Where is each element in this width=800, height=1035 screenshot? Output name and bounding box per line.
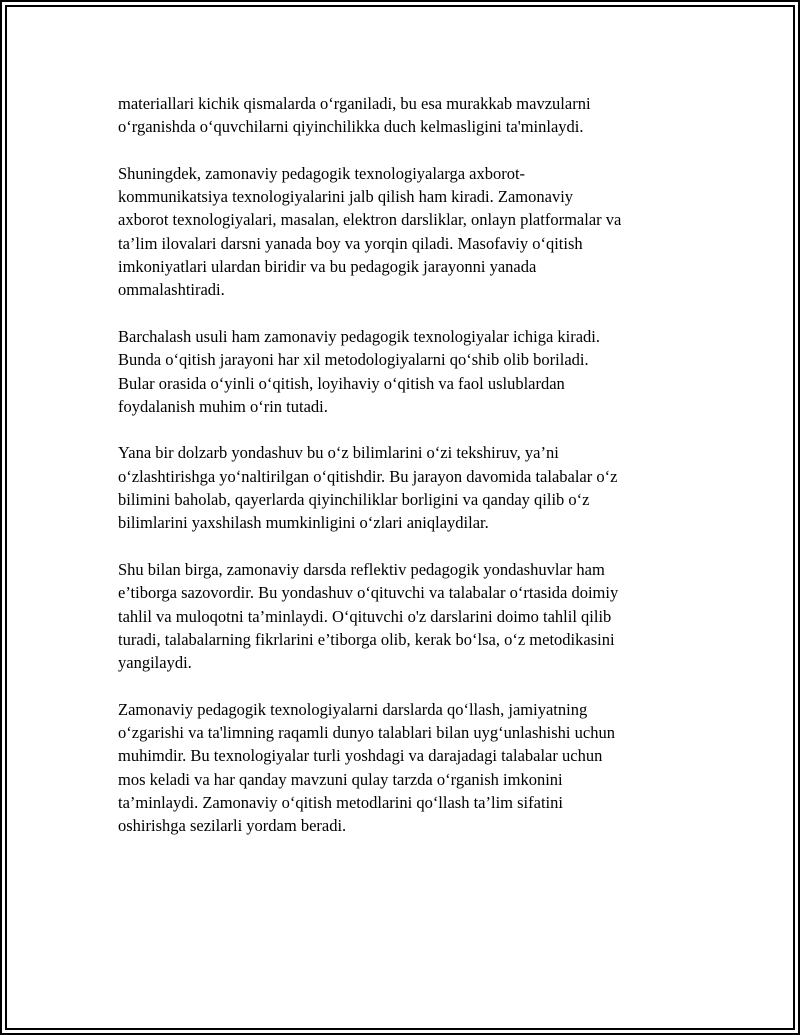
text-line: oʻrganishda oʻquvchilarni qiyinchilikka duch kelmasligini ta'minlaydi. bbox=[118, 117, 584, 137]
text-line: ta’lim ilovalari darsni yanada boy va yorqin qiladi. Masofaviy oʻqitish bbox=[118, 233, 583, 253]
text-line: Bunda oʻqitish jarayoni har xil metodologiyalarni qoʻshib olib boriladi. bbox=[118, 350, 589, 370]
text-line: bilimlarini yaxshilash mumkinligini oʻzlari aniqlaydilar. bbox=[118, 513, 489, 533]
text-line: Shuningdek, zamonaviy pedagogik texnologiyalarga axborot- bbox=[118, 163, 526, 183]
text-line: mos keladi va har qanday mavzuni qulay tarzda oʻrganish imkonini bbox=[118, 769, 563, 789]
text-line: Shu bilan birga, zamonaviy darsda reflektiv pedagogik yondashuvlar ham bbox=[118, 559, 605, 579]
document-body bbox=[118, 92, 698, 861]
text-line: Yana bir dolzarb yondashuv bu oʻz bilimlarini oʻzi tekshiruv, ya’ni bbox=[118, 443, 559, 463]
paragraph-2 bbox=[118, 162, 698, 302]
paragraph-5 bbox=[118, 558, 698, 674]
text-line: foydalanish muhim oʻrin tutadi. bbox=[118, 396, 328, 416]
text-line: turadi, talabalarning fikrlarini e’tiborga olib, kerak boʻlsa, oʻz metodikasini bbox=[118, 629, 615, 649]
text-line: tahlil va muloqotni ta’minlaydi. Oʻqituvchi o'z darslarini doimo tahlil qilib bbox=[118, 606, 612, 626]
text-line: oʻzgarishi va ta'limning raqamli dunyo talablari bilan uygʻunlashishi uchun bbox=[118, 723, 615, 743]
text-line: Barchalash usuli ham zamonaviy pedagogik texnologiyalar ichiga kiradi. bbox=[118, 326, 601, 346]
text-line: bilimini baholab, qayerlarda qiyinchiliklar borligini va qanday qilib oʻz bbox=[118, 490, 590, 510]
paragraph-3 bbox=[118, 325, 698, 418]
paragraph-4 bbox=[118, 441, 698, 534]
text-line: e’tiborga sazovordir. Bu yondashuv oʻqituvchi va talabalar oʻrtasida doimiy bbox=[118, 583, 619, 603]
text-line: yangilaydi. bbox=[118, 653, 192, 673]
paragraph-6 bbox=[118, 698, 698, 838]
text-line: oshirishga sezilarli yordam beradi. bbox=[118, 816, 347, 836]
text-line: kommunikatsiya texnologiyalarini jalb qilish ham kiradi. Zamonaviy bbox=[118, 187, 574, 207]
text-line: Bular orasida oʻyinli oʻqitish, loyihaviy oʻqitish va faol uslublardan bbox=[118, 373, 565, 393]
text-line: materiallari kichik qismalarda oʻrganiladi, bu esa murakkab mavzularni bbox=[118, 94, 591, 113]
text-line: muhimdir. Bu texnologiyalar turli yoshdagi va darajadagi talabalar uchun bbox=[118, 746, 603, 766]
text-line: imkoniyatlari ulardan biridir va bu pedagogik jarayonni yanada bbox=[118, 257, 537, 277]
text-line: axborot texnologiyalari, masalan, elektron darsliklar, onlayn platformalar va bbox=[118, 210, 622, 230]
text-line: ta’minlaydi. Zamonaviy oʻqitish metodlarini qoʻllash ta’lim sifatini bbox=[118, 792, 563, 812]
paragraph-1 bbox=[118, 92, 698, 139]
text-line: ommalashtiradi. bbox=[118, 280, 225, 300]
text-line: Zamonaviy pedagogik texnologiyalarni darslarda qoʻllash, jamiyatning bbox=[118, 699, 588, 719]
text-line: oʻzlashtirishga yoʻnaltirilgan oʻqitishdir. Bu jarayon davomida talabalar oʻz bbox=[118, 466, 618, 486]
